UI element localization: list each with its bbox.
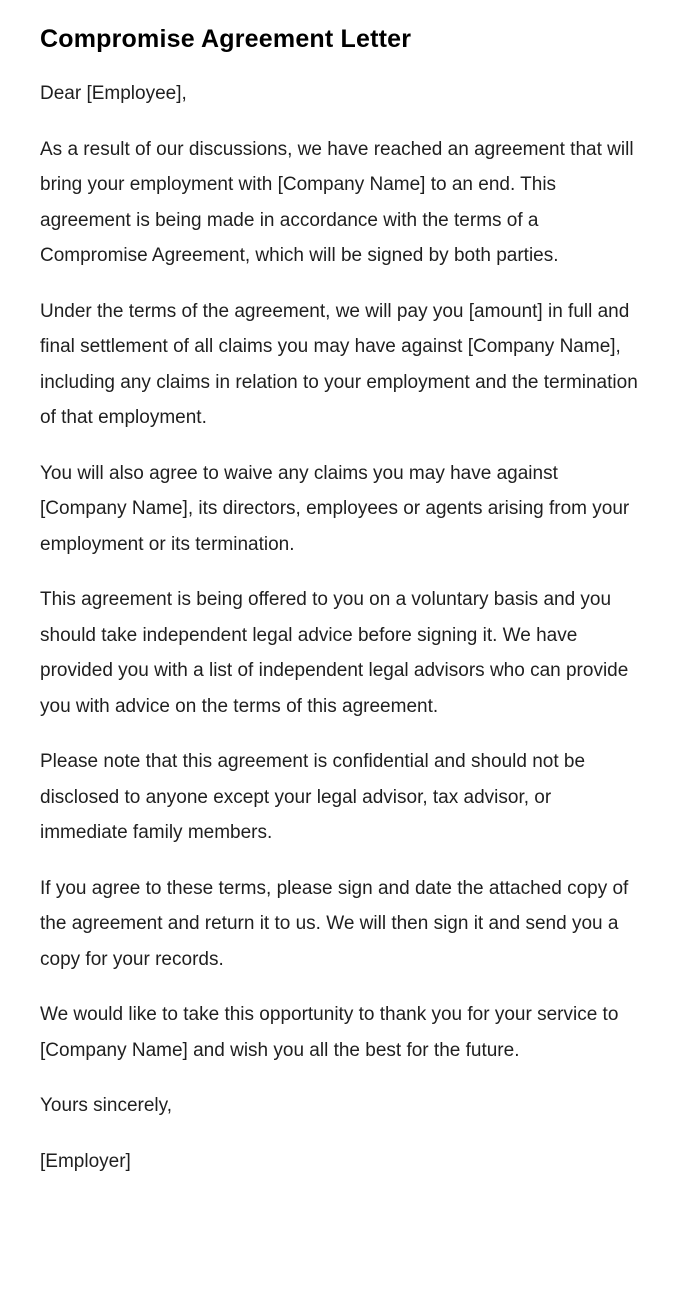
closing-line: Yours sincerely, [40, 1095, 173, 1116]
body-paragraph-2: Under the terms of the agreement, we will pay you [amount] in full and final settlement of all claims you may have against [Company Name], including any claims in relation to your employment and the termination of that employment. [40, 300, 638, 428]
signature-line: [Employer] [40, 1150, 131, 1172]
body-paragraph-4: This agreement is being offered to you on a voluntary basis and you should take independent legal advice before signing it. We have provided you with a list of independent legal advisors who can provide you with advice on the terms of this agreement. [40, 589, 629, 717]
body-paragraph-3: You will also agree to waive any claims you may have against [Company Name], its directors, employees or agents arising from your employment or its termination. [40, 462, 630, 555]
page-title: Compromise Agreement Letter [40, 25, 412, 53]
salutation-line: Dear [Employee], [40, 83, 187, 104]
body-paragraph-5: Please note that this agreement is confidential and should not be disclosed to anyone except your legal advisor, tax advisor, or immediate family members. [40, 751, 586, 843]
body-paragraph-6: If you agree to these terms, please sign and date the attached copy of the agreement and return it to us. We will then sign it and send you a copy for your records. [40, 877, 629, 970]
body-paragraph-1: As a result of our discussions, we have reached an agreement that will bring your employment with [Company Name] to an end. This agreement is being made in accordance with the terms of a Compromise Agreement, which will be signed by both parties. [40, 138, 634, 266]
body-paragraph-7: We would like to take this opportunity to thank you for your service to [Company Name] and wish you all the best for the future. [40, 1004, 619, 1061]
